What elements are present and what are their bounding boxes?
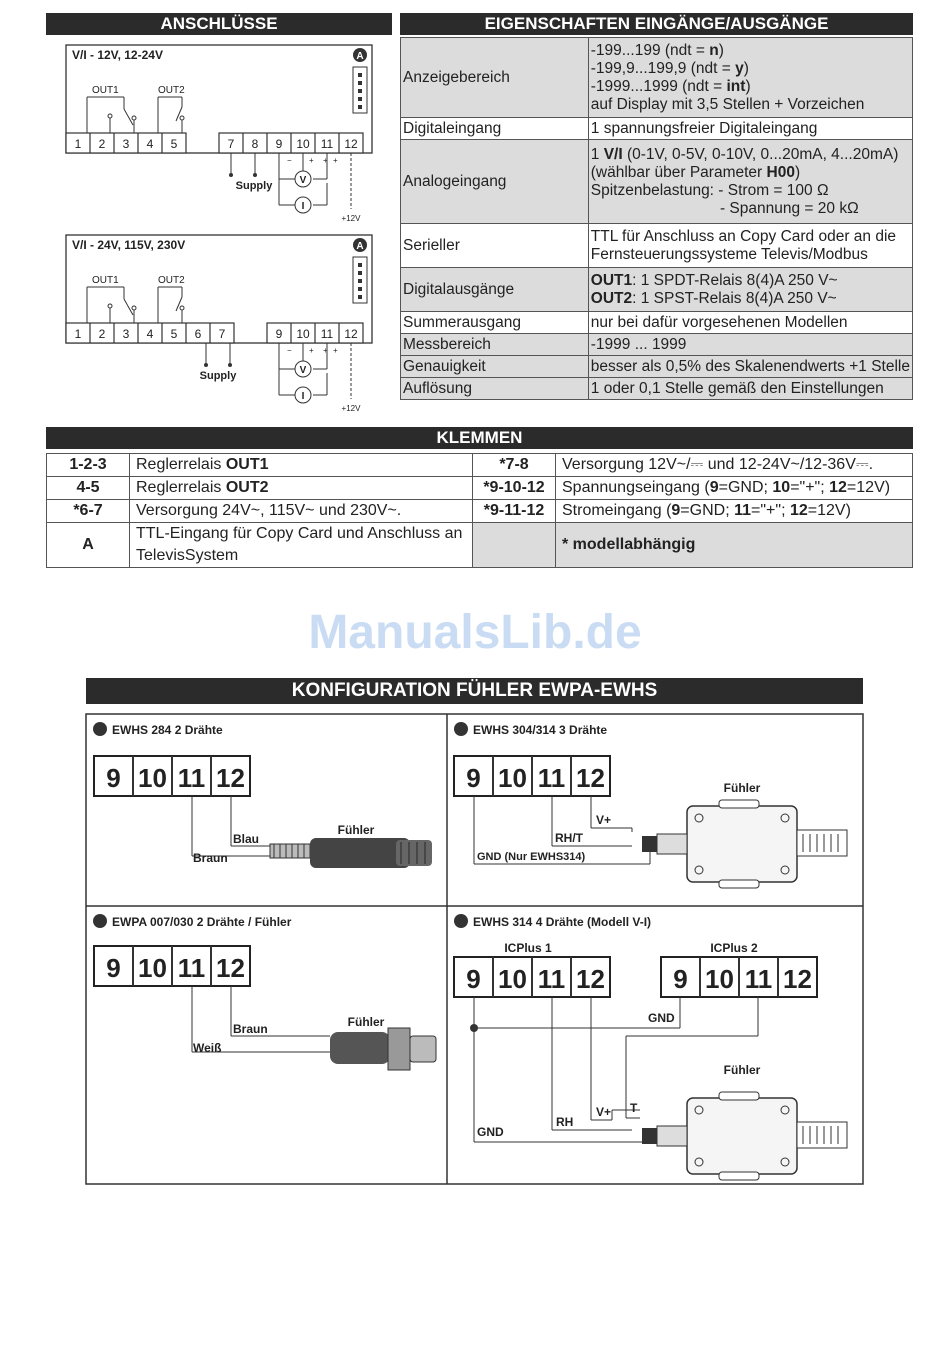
- value-text: ): [743, 59, 749, 77]
- property-key: Auflösung: [401, 378, 589, 400]
- wire-braun: Braun: [233, 1022, 268, 1036]
- value-text: V/I: [603, 145, 623, 163]
- sensor-label: Fühler: [723, 781, 761, 795]
- terminal-3: 3: [122, 137, 130, 151]
- property-value: [588, 38, 912, 118]
- v-label: V: [299, 365, 307, 376]
- terminal-cell: 4-5: [47, 477, 130, 500]
- value-text: (0-1V, 0-5V, 0-10V, 0...20mA, 4...20mA): [622, 145, 899, 163]
- desc-text: Versorgung 12V~/⎓ und 12-24V~/12-36V⎓.: [562, 456, 874, 473]
- wire-vplus: V+: [596, 1105, 612, 1119]
- wire-rh: RH: [556, 1115, 574, 1129]
- terminal-desc: [130, 523, 473, 568]
- plus: +: [309, 156, 314, 165]
- sensor-label: Fühler: [337, 823, 375, 837]
- value-text: -199...199 (ndt =: [590, 41, 710, 59]
- desc-text: OUT1: [225, 456, 269, 473]
- terminal-cell: *6-7: [47, 500, 130, 523]
- property-key: Digitalausgänge: [401, 268, 589, 312]
- value-text: (wählbar über Parameter: [590, 163, 767, 181]
- terminal-cell: *7-8: [473, 454, 556, 477]
- plus: +: [333, 346, 338, 355]
- diagram-24v: [66, 235, 372, 413]
- diagram-12v: [66, 45, 372, 223]
- value-text: ): [794, 163, 801, 181]
- terminal-11: 11: [537, 964, 566, 994]
- value-text: : 1 SPDT-Relais 8(4)A 250 V~: [632, 271, 838, 289]
- terminal-10: 10: [705, 964, 734, 994]
- humidity-sensor-icon: [642, 800, 847, 888]
- sensor-config-diagrams: [0, 700, 950, 1220]
- property-row: [401, 224, 913, 268]
- out1-label: OUT1: [92, 85, 119, 96]
- value-text: ): [745, 77, 751, 95]
- terminal-8: 8: [251, 137, 259, 151]
- device-title: V/I - 24V, 115V, 230V: [72, 238, 186, 252]
- bullet-icon: [93, 722, 107, 736]
- desc-text: 9: [709, 479, 719, 496]
- terminal-row: [47, 523, 913, 568]
- terminal-11: 11: [537, 763, 566, 793]
- bullet-icon: [454, 914, 468, 928]
- property-key: Summerausgang: [401, 312, 589, 334]
- terminal-12: 12: [576, 964, 605, 994]
- properties-table: [400, 37, 913, 400]
- desc-text: =12V): [846, 479, 891, 496]
- desc-text: Versorgung 24V~, 115V~ und 230V~.: [136, 502, 402, 519]
- property-row: [401, 38, 913, 118]
- plus-12v-label: +12V: [341, 214, 361, 223]
- terminal-12: 12: [576, 763, 605, 793]
- sensor-label: Fühler: [723, 1063, 761, 1077]
- sensor-label: Fühler: [347, 1015, 385, 1029]
- desc-text: 10: [772, 479, 791, 496]
- value-text: - Spannung = 20 kΩ: [590, 199, 859, 217]
- property-key: Analogeingang: [401, 140, 589, 224]
- property-value: [588, 378, 912, 400]
- pressure-probe-icon: [330, 1028, 436, 1070]
- wire-blau: Blau: [233, 832, 260, 846]
- terminal-row: [47, 454, 913, 477]
- terminal-4: 4: [146, 327, 154, 341]
- desc-text: Reglerrelais: [136, 456, 226, 473]
- terminal-row: [47, 500, 913, 523]
- supply-label: Supply: [235, 180, 273, 192]
- value-text: -199,9...199,9 (ndt =: [590, 59, 736, 77]
- value-text: auf Display mit 3,5 Stellen + Vorzeichen: [590, 95, 865, 113]
- terminal-9: 9: [466, 763, 481, 793]
- wire-gnd: GND (Nur EWHS314): [477, 851, 586, 863]
- value-text: besser als 0,5% des Skalenendwerts +1 Stelle: [590, 357, 910, 375]
- value-text: -1999...1999 (ndt =: [590, 77, 727, 95]
- terminal-cell: [473, 523, 556, 568]
- desc-text: TTL-Eingang für Copy Card und Anschluss an TelevisSystem: [136, 525, 463, 564]
- desc-text: 12: [789, 502, 808, 519]
- terminal-6: 6: [194, 327, 202, 341]
- property-row: [401, 268, 913, 312]
- anschluesse-header: ANSCHLÜSSE: [46, 13, 392, 35]
- terminal-block-p1: [94, 756, 250, 796]
- terminal-1: 1: [74, 327, 82, 341]
- terminal-cell: *9-11-12: [473, 500, 556, 523]
- value-text: ): [718, 41, 724, 59]
- terminal-block-p2: [454, 756, 610, 796]
- terminal-desc: [556, 500, 913, 523]
- desc-text: =GND;: [718, 479, 773, 496]
- wire-t: T: [630, 1101, 638, 1115]
- terminal-10: 10: [296, 137, 310, 151]
- panel2-title: EWHS 304/314 3 Drähte: [473, 723, 608, 737]
- terminal-2: 2: [98, 327, 106, 341]
- minus: −: [287, 156, 292, 165]
- terminal-desc: [130, 477, 473, 500]
- out1-label: OUT1: [92, 275, 119, 286]
- icplus1-label: ICPlus 1: [504, 941, 552, 955]
- terminal-9: 9: [673, 964, 688, 994]
- desc-text: 12: [829, 479, 847, 496]
- panel3-title: EWPA 007/030 2 Drähte / Fühler: [112, 915, 292, 929]
- desc-text: =12V): [807, 502, 851, 519]
- terminal-9: 9: [275, 327, 283, 341]
- property-value: [588, 140, 912, 224]
- terminal-1: 1: [74, 137, 82, 151]
- bullet-icon: [93, 914, 107, 928]
- terminal-12: 12: [216, 953, 245, 983]
- property-row: [401, 140, 913, 224]
- value-text: y: [735, 59, 744, 77]
- property-value: [588, 312, 912, 334]
- wire-gnd-top: GND: [648, 1011, 675, 1025]
- property-value: [588, 334, 912, 356]
- badge-a: A: [356, 51, 364, 62]
- humidity-sensor-icon: [642, 1092, 847, 1180]
- icplus2-label: ICPlus 2: [710, 941, 758, 955]
- value-text: 1: [590, 145, 604, 163]
- terminal-12: 12: [216, 763, 245, 793]
- plus: +: [323, 346, 328, 355]
- terminal-7: 7: [227, 137, 235, 151]
- value-text: 1 oder 0,1 Stelle gemäß den Einstellungen: [590, 379, 884, 397]
- terminal-3: 3: [122, 327, 130, 341]
- v-label: V: [299, 175, 307, 186]
- value-text: Spitzenbelastung: - Strom = 100 Ω: [590, 181, 829, 199]
- property-key: Messbereich: [401, 334, 589, 356]
- terminal-2: 2: [98, 137, 106, 151]
- desc-text: ="+";: [751, 502, 790, 519]
- desc-text: * modellabhängig: [562, 536, 696, 553]
- terminal-10: 10: [296, 327, 310, 341]
- terminal-10: 10: [498, 763, 527, 793]
- value-text: OUT2: [590, 289, 633, 307]
- property-key: Digitaleingang: [401, 118, 589, 140]
- property-value: [588, 268, 912, 312]
- terminal-11: 11: [744, 964, 773, 994]
- terminal-block-icplus2: [661, 957, 817, 997]
- wire-rh-t: RH/T: [555, 831, 583, 845]
- value-text: 1 spannungsfreier Digitaleingang: [590, 119, 818, 137]
- terminal-row: [47, 477, 913, 500]
- terminal-10: 10: [138, 763, 167, 793]
- property-row: [401, 118, 913, 140]
- badge-a: A: [356, 241, 364, 252]
- panel1-title: EWHS 284 2 Drähte: [112, 723, 223, 737]
- value-text: -1999 ... 1999: [590, 335, 687, 353]
- eigenschaften-header: EIGENSCHAFTEN EINGÄNGE/AUSGÄNGE: [400, 13, 913, 35]
- terminal-desc: [556, 523, 913, 568]
- terminal-cell: 1-2-3: [47, 454, 130, 477]
- terminal-cell: A: [47, 523, 130, 568]
- property-row: [401, 312, 913, 334]
- klemmen-header: KLEMMEN: [46, 427, 913, 449]
- watermark: ManualsLib.de: [308, 606, 642, 659]
- property-key: Genauigkeit: [401, 356, 589, 378]
- value-text: OUT1: [590, 271, 633, 289]
- terminal-11: 11: [320, 137, 334, 151]
- terminal-4: 4: [146, 137, 154, 151]
- minus: −: [287, 346, 292, 355]
- property-value: [588, 224, 912, 268]
- property-value: [588, 356, 912, 378]
- i-label: I: [301, 201, 305, 212]
- terminal-9: 9: [106, 953, 121, 983]
- konfig-header: KONFIGURATION FÜHLER EWPA-EWHS: [86, 678, 863, 704]
- property-row: [401, 378, 913, 400]
- terminals-table: [46, 453, 913, 568]
- plus: +: [333, 156, 338, 165]
- terminal-cell: *9-10-12: [473, 477, 556, 500]
- terminal-9: 9: [106, 763, 121, 793]
- terminal-block-p3: [94, 946, 250, 986]
- desc-text: 11: [734, 502, 752, 519]
- property-row: [401, 356, 913, 378]
- value-text: Fernsteuerungssysteme Televis/Modbus: [590, 245, 868, 263]
- terminal-12: 12: [344, 137, 358, 151]
- wire-gnd: GND: [477, 1125, 504, 1139]
- bullet-icon: [454, 722, 468, 736]
- desc-text: 9: [671, 502, 681, 519]
- property-value: [588, 118, 912, 140]
- terminal-7: 7: [218, 327, 226, 341]
- panel4-title: EWHS 314 4 Drähte (Modell V-I): [473, 915, 652, 929]
- device-title: V/I - 12V, 12-24V: [72, 48, 163, 62]
- value-text: n: [709, 41, 719, 59]
- terminal-11: 11: [320, 327, 334, 341]
- plus: +: [309, 346, 314, 355]
- temperature-probe-icon: [270, 838, 432, 868]
- terminal-desc: [130, 454, 473, 477]
- value-text: nur bei dafür vorgesehenen Modellen: [590, 313, 848, 331]
- value-text: int: [726, 77, 746, 95]
- property-row: [401, 334, 913, 356]
- terminal-desc: [130, 500, 473, 523]
- wire-vplus: V+: [596, 813, 612, 827]
- terminal-9: 9: [275, 137, 283, 151]
- property-key: Serieller: [401, 224, 589, 268]
- terminal-12: 12: [344, 327, 358, 341]
- desc-text: Stromeingang (: [562, 502, 672, 519]
- wire-braun: Braun: [193, 851, 228, 865]
- plus-12v-label: +12V: [341, 404, 361, 413]
- property-key: Anzeigebereich: [401, 38, 589, 118]
- desc-text: ="+";: [790, 479, 830, 496]
- out2-label: OUT2: [158, 275, 185, 286]
- terminal-5: 5: [170, 327, 178, 341]
- desc-text: OUT2: [225, 479, 269, 496]
- terminal-5: 5: [170, 137, 178, 151]
- desc-text: Reglerrelais: [136, 479, 226, 496]
- terminal-12: 12: [783, 964, 812, 994]
- i-label: I: [301, 391, 305, 402]
- out2-label: OUT2: [158, 85, 185, 96]
- value-text: : 1 SPST-Relais 8(4)A 250 V~: [632, 289, 837, 307]
- desc-text: =GND;: [680, 502, 735, 519]
- terminal-block-icplus1: [454, 957, 610, 997]
- terminal-desc: [556, 477, 913, 500]
- terminal-desc: [556, 454, 913, 477]
- terminal-10: 10: [138, 953, 167, 983]
- terminal-11: 11: [177, 953, 206, 983]
- terminal-10: 10: [498, 964, 527, 994]
- value-text: H00: [766, 163, 795, 181]
- terminal-11: 11: [177, 763, 206, 793]
- terminal-9: 9: [466, 964, 481, 994]
- wire-weiss: Weiß: [193, 1041, 222, 1055]
- value-text: TTL für Anschluss an Copy Card oder an die: [590, 227, 897, 245]
- supply-label: Supply: [199, 370, 237, 382]
- plus: +: [323, 156, 328, 165]
- desc-text: Spannungseingang (: [562, 479, 710, 496]
